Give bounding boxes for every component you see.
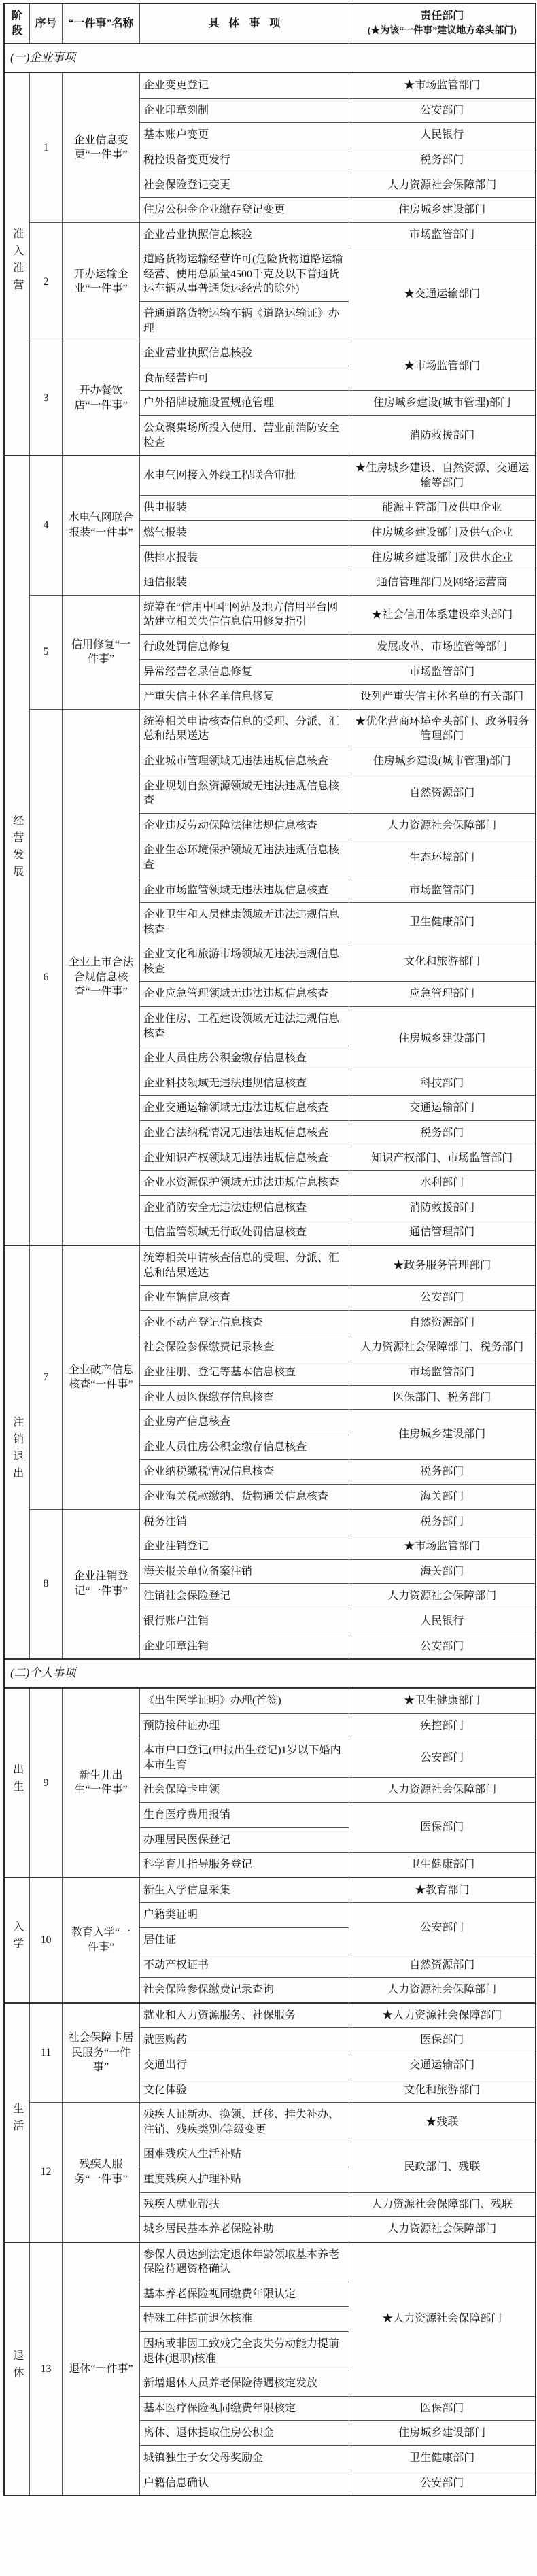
item-cell: 企业印章注销 xyxy=(140,1634,349,1659)
dept-cell: 应急管理部门 xyxy=(349,982,536,1007)
dept-cell: 消防救援部门 xyxy=(349,1195,536,1220)
item-cell: 企业规划自然资源领域无违法违规信息核查 xyxy=(140,774,349,813)
item-cell: 税务注销 xyxy=(140,1509,349,1534)
dept-cell: 市场监管部门 xyxy=(349,659,536,685)
item-cell: 供电报装 xyxy=(140,496,349,521)
stage-cell xyxy=(4,456,30,1246)
lead-dept-cell: ★人力资源社会保障部门 xyxy=(349,2242,536,2397)
stage-cell xyxy=(4,1878,30,2003)
item-cell: 重度残疾人护理补贴 xyxy=(140,2167,349,2192)
item-cell: 新增退休人员养老保险待遇核定发放 xyxy=(140,2371,349,2397)
group-number-cell: 13 xyxy=(30,2242,63,2496)
stage-cell xyxy=(4,1246,30,1659)
dept-cell: 公安部门 xyxy=(349,1286,536,1311)
item-row xyxy=(4,1509,536,1534)
dept-cell: 人力资源社会保障部门 xyxy=(349,813,536,838)
item-cell: 基本医疗保险视同缴费年限核定 xyxy=(140,2396,349,2421)
group-number-cell: 11 xyxy=(30,2003,63,2103)
dept-cell: 科技部门 xyxy=(349,1071,536,1096)
item-cell: 企业应急管理领域无违法违规信息核查 xyxy=(140,982,349,1007)
dept-cell: 消防救援部门 xyxy=(349,416,536,456)
dept-cell: 人民银行 xyxy=(349,1609,536,1634)
item-cell: 不动产权证书 xyxy=(140,1953,349,1978)
item-cell: 就医购药 xyxy=(140,2028,349,2053)
item-cell: 科学育儿指导服务登记 xyxy=(140,1853,349,1878)
dept-cell: 住房城乡建设(城市管理)部门 xyxy=(349,391,536,416)
dept-cell: 人力资源社会保障部门 xyxy=(349,1978,536,2003)
item-row xyxy=(4,709,536,749)
dept-cell: 人力资源社会保障部门 xyxy=(349,173,536,198)
lead-dept-cell: ★市场监管部门 xyxy=(349,1534,536,1560)
item-cell: 企业纳税缴税情况信息核查 xyxy=(140,1460,349,1485)
item-cell: 交通出行 xyxy=(140,2053,349,2078)
item-cell: 企业注册、登记等基本信息核查 xyxy=(140,1360,349,1385)
item-cell: 残疾人就业帮扶 xyxy=(140,2192,349,2217)
lead-dept-cell: ★社会信用体系建设牵头部门 xyxy=(349,595,536,634)
group-number-cell: 12 xyxy=(30,2103,63,2242)
item-cell: 生育医疗费用报销 xyxy=(140,1803,349,1828)
stage-cell xyxy=(4,1688,30,1878)
lead-dept-cell: ★卫生健康部门 xyxy=(349,1688,536,1713)
item-row xyxy=(4,2242,536,2282)
dept-cell: 人力资源社会保障部门、税务部门 xyxy=(349,1335,536,1360)
group-name-cell: 信用修复“一件事” xyxy=(63,595,140,709)
item-cell: 道路货物运输经营许可(危险货物道路运输经营、使用总质量4500千克及以下普通货运车辆从事普通货运经营的除外) xyxy=(140,247,349,302)
dept-cell: 知识产权部门、市场监管部门 xyxy=(349,1146,536,1171)
dept-cell: 自然资源部门 xyxy=(349,774,536,813)
item-cell: 社会保险参保缴费记录查询 xyxy=(140,1978,349,2003)
item-cell: 企业生态环境保护领域无违法违规信息核查 xyxy=(140,838,349,878)
header-dept-title: 责任部门 xyxy=(420,10,464,22)
dept-cell: 税务部门 xyxy=(349,1509,536,1534)
dept-cell: 税务部门 xyxy=(349,1460,536,1485)
header-no: 序号 xyxy=(30,3,63,44)
item-cell: 就业和人力资源服务、社保服务 xyxy=(140,2003,349,2028)
dept-cell: 民政部门、残联 xyxy=(349,2142,536,2192)
dept-cell: 自然资源部门 xyxy=(349,1953,536,1978)
group-number-cell: 2 xyxy=(30,222,63,341)
item-cell: 燃气报装 xyxy=(140,521,349,546)
dept-cell: 医保部门 xyxy=(349,2396,536,2421)
dept-cell: 设列严重失信主体名单的有关部门 xyxy=(349,685,536,710)
item-cell: 企业违反劳动保障法律法规信息核查 xyxy=(140,813,349,838)
item-row xyxy=(4,341,536,366)
dept-cell: 住房城乡建设部门及供气企业 xyxy=(349,521,536,546)
group-name-cell: 企业注销登记“一件事” xyxy=(63,1509,140,1659)
item-row xyxy=(4,73,536,98)
dept-cell: 自然资源部门 xyxy=(349,1310,536,1335)
item-cell: 企业卫生和人员健康领域无违法违规信息核查 xyxy=(140,903,349,942)
dept-cell: 市场监管部门 xyxy=(349,1360,536,1385)
item-cell: 本市户口登记(申报出生登记)1岁以下婚内本市生育 xyxy=(140,1738,349,1778)
stage-label: 入学 xyxy=(11,1921,23,1955)
item-cell: 企业交通运输领域无违法违规信息核查 xyxy=(140,1096,349,1121)
dept-cell: 水利部门 xyxy=(349,1171,536,1196)
table-body xyxy=(4,44,536,2496)
dept-cell: 公安部门 xyxy=(349,1634,536,1659)
section-row xyxy=(4,44,536,73)
item-cell: 食品经营许可 xyxy=(140,366,349,391)
group-name-cell: 新生儿出生“一件事” xyxy=(63,1688,140,1878)
item-cell: 新生入学信息采集 xyxy=(140,1878,349,1903)
item-cell: 户籍信息确认 xyxy=(140,2471,349,2496)
group-name-cell: 教育入学“一件事” xyxy=(63,1878,140,2003)
item-cell: 注销社会保险登记 xyxy=(140,1584,349,1609)
item-cell: 居住证 xyxy=(140,1927,349,1953)
item-cell: 异常经营名录信息修复 xyxy=(140,659,349,685)
dept-cell: 住房城乡建设部门 xyxy=(349,2421,536,2446)
group-number-cell: 9 xyxy=(30,1688,63,1878)
item-cell: 办理居民医保登记 xyxy=(140,1827,349,1853)
stage-label: 生活 xyxy=(11,2103,23,2137)
item-cell: 企业知识产权领域无违法违规信息核查 xyxy=(140,1146,349,1171)
item-row xyxy=(4,595,536,634)
item-cell: 公众聚集场所投入使用、营业前消防安全检查 xyxy=(140,416,349,456)
item-row xyxy=(4,456,536,496)
stage-label: 注销退出 xyxy=(11,1415,23,1484)
item-cell: 残疾人证新办、换领、迁移、挂失补办、注销、残疾类别/等级变更 xyxy=(140,2103,349,2142)
dept-cell: 住房城乡建设部门 xyxy=(349,198,536,223)
item-cell: 基本养老保险视同缴费年限认定 xyxy=(140,2282,349,2307)
header-row xyxy=(4,3,536,44)
item-cell: 严重失信主体名单信息修复 xyxy=(140,685,349,710)
dept-cell: 通信管理部门及网络运营商 xyxy=(349,570,536,596)
item-cell: 普通道路货物运输车辆《道路运输证》办理 xyxy=(140,302,349,341)
item-cell: 企业住房、工程建设领域无违法违规信息核查 xyxy=(140,1007,349,1046)
item-cell: 企业市场监管领域无违法违规信息核查 xyxy=(140,878,349,903)
dept-cell: 人力资源社会保障部门 xyxy=(349,1778,536,1803)
item-cell: 行政处罚信息修复 xyxy=(140,634,349,659)
dept-cell: 能源主管部门及供电企业 xyxy=(349,496,536,521)
dept-cell: 住房城乡建设部门 xyxy=(349,1410,536,1460)
dept-cell: 税务部门 xyxy=(349,1121,536,1146)
group-name-cell: 开办运输企业“一件事” xyxy=(63,222,140,341)
dept-cell: 卫生健康部门 xyxy=(349,2446,536,2471)
item-row xyxy=(4,2103,536,2142)
group-number-cell: 6 xyxy=(30,709,63,1246)
item-cell: 企业海关税款缴纳、货物通关信息核查 xyxy=(140,1484,349,1509)
item-cell: 通信报装 xyxy=(140,570,349,596)
stage-label: 出生 xyxy=(11,1764,23,1798)
item-cell: 企业车辆信息核查 xyxy=(140,1286,349,1311)
item-cell: 统筹相关申请核查信息的受理、分派、汇总和结果送达 xyxy=(140,1246,349,1286)
stage-label: 经营发展 xyxy=(11,814,23,882)
item-cell: 企业注销登记 xyxy=(140,1534,349,1560)
item-cell: 文化体验 xyxy=(140,2078,349,2103)
item-cell: 企业人员医保缴存信息核查 xyxy=(140,1385,349,1410)
group-number-cell: 1 xyxy=(30,73,63,222)
one-thing-services-table xyxy=(3,3,536,2496)
item-cell: 企业合法纳税情况无违法违规信息核查 xyxy=(140,1121,349,1146)
item-cell: 水电气网接入外线工程联合审批 xyxy=(140,456,349,496)
lead-dept-cell: ★人力资源社会保障部门 xyxy=(349,2003,536,2028)
group-number-cell: 3 xyxy=(30,341,63,456)
item-cell: 税控设备变更发行 xyxy=(140,148,349,173)
section-title: (二)个人事项 xyxy=(4,1659,536,1688)
item-cell: 企业文化和旅游市场领域无违法违规信息核查 xyxy=(140,942,349,982)
item-cell: 企业印章刻制 xyxy=(140,98,349,123)
item-cell: 企业城市管理领域无违法违规信息核查 xyxy=(140,749,349,774)
group-name-cell: 企业信息变更“一件事” xyxy=(63,73,140,222)
item-cell: 企业营业执照信息核验 xyxy=(140,341,349,366)
item-cell: 社会保险登记变更 xyxy=(140,173,349,198)
group-name-cell: 社会保障卡居民服务“一件事” xyxy=(63,2003,140,2103)
dept-cell: 人力资源社会保障部门、残联 xyxy=(349,2192,536,2217)
header-name: “一件事”名称 xyxy=(63,3,140,44)
dept-cell: 人民银行 xyxy=(349,123,536,148)
item-cell: 企业水资源保护领域无违法违规信息核查 xyxy=(140,1171,349,1196)
group-name-cell: 水电气网联合报装“一件事” xyxy=(63,456,140,595)
dept-cell: 医保部门 xyxy=(349,1803,536,1853)
group-number-cell: 10 xyxy=(30,1878,63,2003)
item-cell: 因病或非因工致残完全丧失劳动能力提前退休(退职)核准 xyxy=(140,2332,349,2371)
table-header xyxy=(4,3,536,44)
item-cell: 困难残疾人生活补贴 xyxy=(140,2142,349,2167)
header-items: 具体事项 xyxy=(140,3,349,44)
item-row xyxy=(4,2003,536,2028)
stage-label: 准入准营 xyxy=(11,228,23,296)
dept-cell: 税务部门 xyxy=(349,148,536,173)
dept-cell: 发展改革、市场监管等部门 xyxy=(349,634,536,659)
item-cell: 企业营业执照信息核验 xyxy=(140,222,349,247)
lead-dept-cell: ★残联 xyxy=(349,2103,536,2142)
dept-cell: 市场监管部门 xyxy=(349,878,536,903)
dept-cell: 医保部门 xyxy=(349,2028,536,2053)
group-name-cell: 企业破产信息核查“一件事” xyxy=(63,1246,140,1509)
header-stage: 阶段 xyxy=(4,3,30,44)
lead-dept-cell: ★住房城乡建设、自然资源、交通运输等部门 xyxy=(349,456,536,496)
group-name-cell: 企业上市合法合规信息核查“一件事” xyxy=(63,709,140,1246)
dept-cell: 住房城乡建设部门 xyxy=(349,1007,536,1071)
item-cell: 企业消防安全无违法违规信息核查 xyxy=(140,1195,349,1220)
lead-dept-cell: ★政务服务管理部门 xyxy=(349,1246,536,1286)
dept-cell: 文化和旅游部门 xyxy=(349,2078,536,2103)
item-cell: 企业科技领域无违法违规信息核查 xyxy=(140,1071,349,1096)
dept-cell: 卫生健康部门 xyxy=(349,1853,536,1878)
dept-cell: 文化和旅游部门 xyxy=(349,942,536,982)
dept-cell: 交通运输部门 xyxy=(349,2053,536,2078)
item-cell: 社会保险参保缴费记录核查 xyxy=(140,1335,349,1360)
item-cell: 电信监管领域无行政处罚信息核查 xyxy=(140,1220,349,1246)
item-cell: 企业人员住房公积金缴存信息核查 xyxy=(140,1435,349,1460)
dept-cell: 公安部门 xyxy=(349,1738,536,1778)
section-title: (一)企业事项 xyxy=(4,44,536,73)
item-cell: 城镇独生子女父母奖励金 xyxy=(140,2446,349,2471)
item-cell: 统筹相关申请核查信息的受理、分派、汇总和结果送达 xyxy=(140,709,349,749)
item-cell: 住房公积金企业缴存登记变更 xyxy=(140,198,349,223)
dept-cell: 生态环境部门 xyxy=(349,838,536,878)
dept-cell: 疾控部门 xyxy=(349,1713,536,1738)
group-name-cell: 退休“一件事” xyxy=(63,2242,140,2496)
group-number-cell: 7 xyxy=(30,1246,63,1509)
dept-cell: 卫生健康部门 xyxy=(349,903,536,942)
item-cell: 银行账户注销 xyxy=(140,1609,349,1634)
group-number-cell: 5 xyxy=(30,595,63,709)
dept-cell: 医保部门、税务部门 xyxy=(349,1385,536,1410)
stage-cell xyxy=(4,2242,30,2496)
dept-cell: 交通运输部门 xyxy=(349,1096,536,1121)
item-cell: 户籍类证明 xyxy=(140,1903,349,1928)
lead-dept-cell: ★市场监管部门 xyxy=(349,73,536,98)
lead-dept-cell: ★市场监管部门 xyxy=(349,341,536,391)
item-row xyxy=(4,1878,536,1903)
section-row xyxy=(4,1659,536,1688)
stage-label: 退休 xyxy=(11,2350,23,2384)
dept-cell: 住房城乡建设(城市管理)部门 xyxy=(349,749,536,774)
dept-cell: 海关部门 xyxy=(349,1484,536,1509)
item-cell: 离休、退休提取住房公积金 xyxy=(140,2421,349,2446)
item-row xyxy=(4,1688,536,1713)
item-cell: 海关报关单位备案注销 xyxy=(140,1559,349,1584)
item-cell: 特殊工种提前退休核准 xyxy=(140,2307,349,2332)
header-dept xyxy=(349,3,536,44)
dept-cell: 公安部门 xyxy=(349,1903,536,1953)
group-name-cell: 开办餐饮店“一件事” xyxy=(63,341,140,456)
item-cell: 城乡居民基本养老保险补助 xyxy=(140,2217,349,2242)
dept-cell: 人力资源社会保障部门 xyxy=(349,2217,536,2242)
item-cell: 《出生医学证明》办理(首签) xyxy=(140,1688,349,1713)
dept-cell: 通信管理部门 xyxy=(349,1220,536,1246)
item-cell: 参保人员达到法定退休年龄领取基本养老保险待遇资格确认 xyxy=(140,2242,349,2282)
item-cell: 统筹在“信用中国”网站及地方信用平台网站建立相关失信信息信用修复指引 xyxy=(140,595,349,634)
header-dept-star-note: (★为该“一件事”建议地方牵头部门) xyxy=(367,25,517,36)
group-name-cell: 残疾人服务“一件事” xyxy=(63,2103,140,2242)
dept-cell: 人力资源社会保障部门 xyxy=(349,1584,536,1609)
dept-cell: 住房城乡建设部门及供水企业 xyxy=(349,545,536,570)
group-number-cell: 4 xyxy=(30,456,63,595)
item-cell: 社会保障卡申领 xyxy=(140,1778,349,1803)
lead-dept-cell: ★交通运输部门 xyxy=(349,247,536,341)
item-cell: 供排水报装 xyxy=(140,545,349,570)
item-cell: 企业不动产登记信息核查 xyxy=(140,1310,349,1335)
item-cell: 企业房产信息核查 xyxy=(140,1410,349,1435)
item-cell: 预防接种证办理 xyxy=(140,1713,349,1738)
lead-dept-cell: ★优化营商环境牵头部门、政务服务管理部门 xyxy=(349,709,536,749)
dept-cell: 市场监管部门 xyxy=(349,222,536,247)
lead-dept-cell: ★教育部门 xyxy=(349,1878,536,1903)
group-number-cell: 8 xyxy=(30,1509,63,1659)
dept-cell: 海关部门 xyxy=(349,1559,536,1584)
item-cell: 基本账户变更 xyxy=(140,123,349,148)
item-row xyxy=(4,1246,536,1286)
dept-cell: 公安部门 xyxy=(349,98,536,123)
dept-cell: 公安部门 xyxy=(349,2471,536,2496)
item-cell: 企业人员住房公积金缴存信息核查 xyxy=(140,1046,349,1071)
item-cell: 企业变更登记 xyxy=(140,73,349,98)
stage-cell xyxy=(4,73,30,456)
item-cell: 户外招牌设施设置规范管理 xyxy=(140,391,349,416)
item-row xyxy=(4,222,536,247)
stage-cell xyxy=(4,2003,30,2242)
